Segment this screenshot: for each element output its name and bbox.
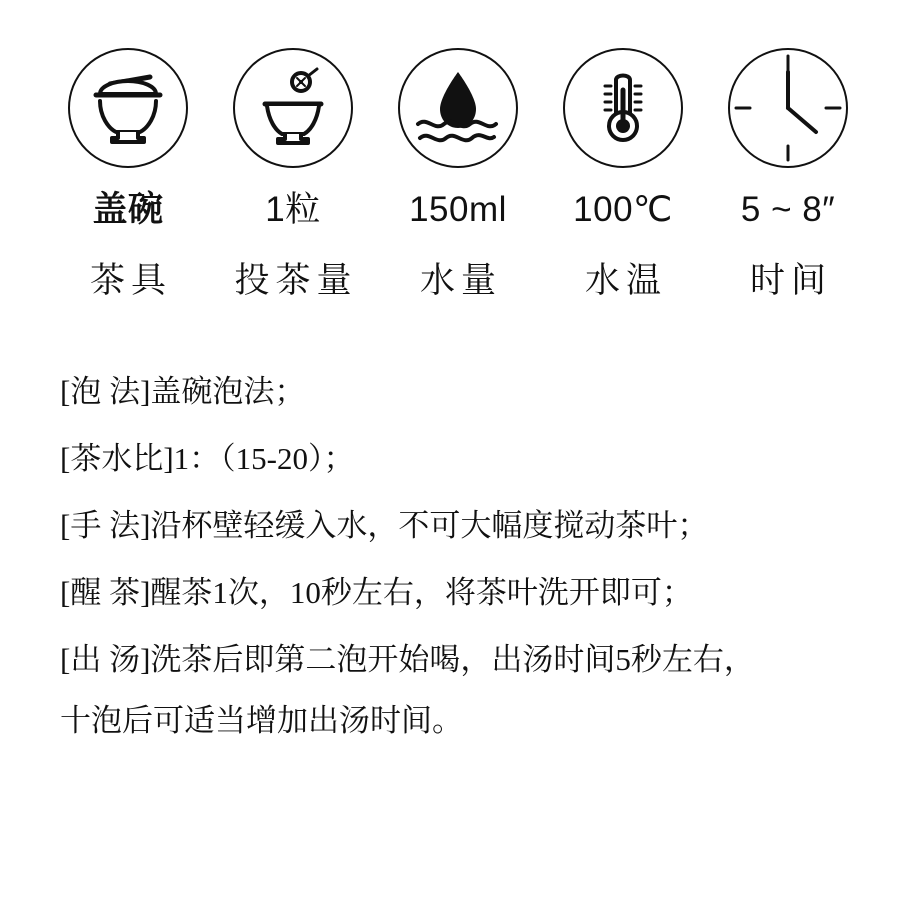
param-value-tea-amount: 1粒 <box>265 190 321 229</box>
param-label-teaware: 茶具 <box>89 261 172 300</box>
instruction-line-pour <box>60 644 856 736</box>
tea-scoop-bowl-icon <box>233 48 353 168</box>
param-label-water-volume: 水量 <box>419 261 502 300</box>
instruction-pour-continued: 十泡后可适当增加出汤时间。 <box>60 703 463 738</box>
param-label-steep-time: 时间 <box>749 261 832 300</box>
param-water-volume <box>382 48 534 298</box>
instruction-pour-text: [出 汤]洗茶后即第二泡开始喝，出汤时间5秒左右， <box>60 642 755 677</box>
instruction-line-technique: [手 法]沿杯壁轻缓入水，不可大幅度搅动茶叶； <box>60 508 709 543</box>
param-value-teaware: 盖碗 <box>92 190 164 229</box>
param-value-water-temp: 100℃ <box>573 190 673 229</box>
param-label-water-temp: 水温 <box>584 261 667 300</box>
clock-icon <box>728 48 848 168</box>
instructions-block <box>0 376 916 736</box>
brew-parameters-row <box>0 0 916 298</box>
param-label-tea-amount: 投茶量 <box>234 261 358 300</box>
instruction-line-ratio: [茶水比]1：（15-20）； <box>60 441 355 476</box>
water-drop-wave-icon <box>398 48 518 168</box>
thermometer-icon <box>563 48 683 168</box>
param-value-steep-time: 5 ~ 8″ <box>740 190 836 229</box>
param-water-temp <box>547 48 699 298</box>
instruction-line-method: [泡 法]盖碗泡法； <box>60 374 306 409</box>
param-tea-amount <box>217 48 369 298</box>
param-teaware <box>52 48 204 298</box>
instruction-line-rinse: [醒 茶]醒茶1次，10秒左右，将茶叶洗开即可； <box>60 575 693 610</box>
param-steep-time <box>712 48 864 298</box>
gaiwan-icon <box>68 48 188 168</box>
param-value-water-volume: 150ml <box>409 190 507 229</box>
